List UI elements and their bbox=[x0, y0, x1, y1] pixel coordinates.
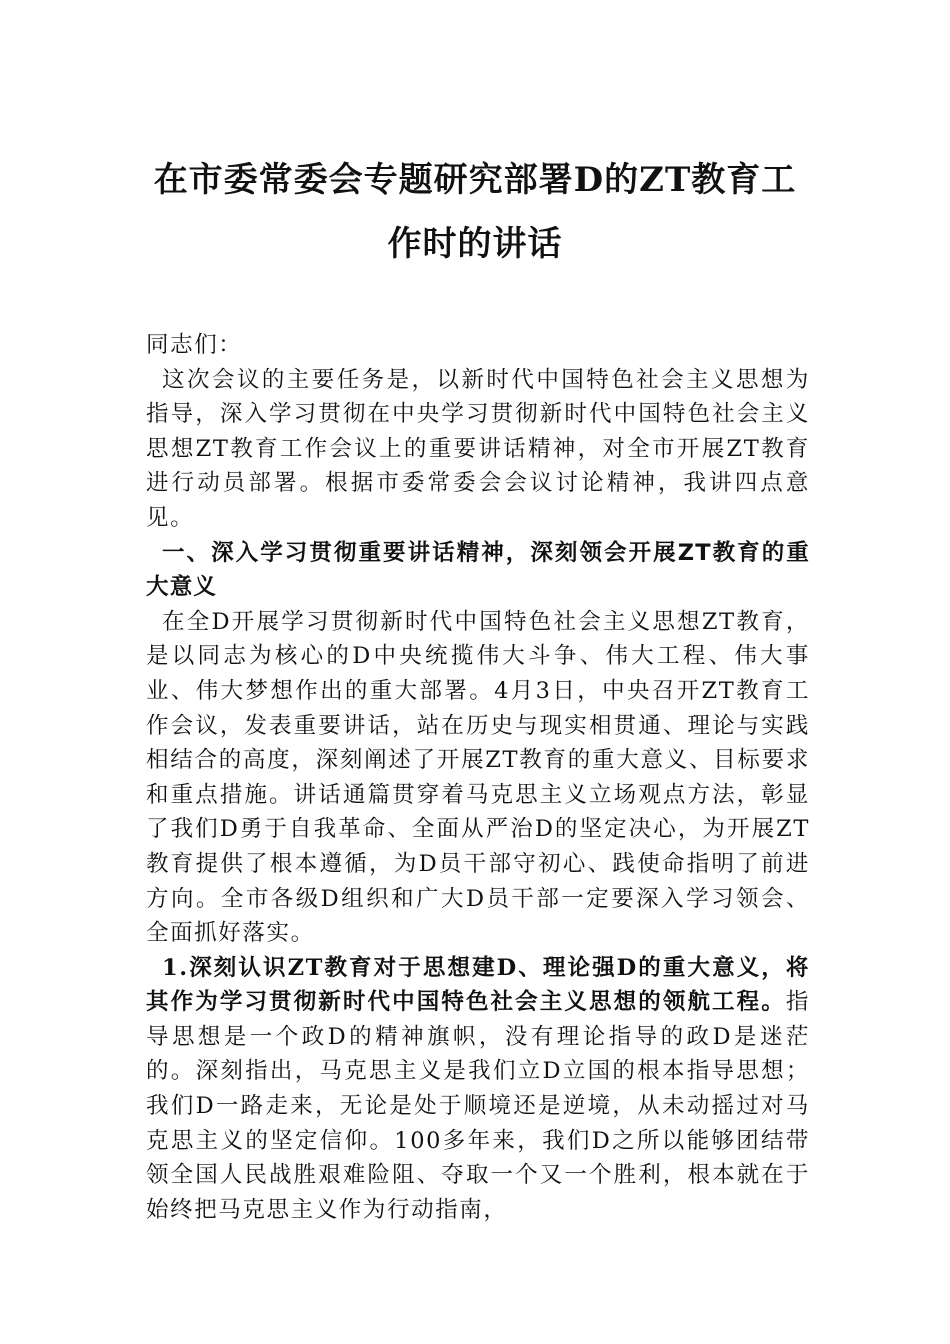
document-title bbox=[120, 148, 830, 276]
point-1-text: 指导思想是一个政D的精神旗帜，没有理论指导的政D是迷茫的。深刻指出，马克思主义是我们立D立国的根本指导思想；我们D一路走来，无论是处于顺境还是逆境，从未动摇过对马克思主义的坚定信仰。100多年来，我们D之所以能够团结带领全国人民战胜艰难险阻、夺取一个又一个胜利，根本就在于始终把马克思主义作为行动指南， bbox=[146, 989, 810, 1223]
point-1-bold-lead: 1.深刻认识ZT教育对于思想建D、理论强D的重大意义，将其作为学习贯彻新时代中国特色社会主义思想的领航工程。 bbox=[146, 954, 810, 1016]
document-body bbox=[146, 328, 810, 1227]
section-heading-1: 一、深入学习贯彻重要讲话精神，深刻领会开展ZT教育的重大意义 bbox=[146, 539, 810, 601]
section-1-paragraph: 在全D开展学习贯彻新时代中国特色社会主义思想ZT教育，是以同志为核心的D中央统揽伟大斗争、伟大工程、伟大事业、伟大梦想作出的重大部署。4月3日，中央召开ZT教育工作会议，发表重要讲话，站在历史与现实相贯通、理论与实践相结合的高度，深刻阐述了开展ZT教育的重大意义、目标要求和重点措施。讲话通篇贯穿着马克思主义立场观点方法，彰显了我们D勇于自我革命、全面从严治D的坚定决心，为开展ZT教育提供了根本遵循，为D员干部守初心、践使命指明了前进方向。全市各级D组织和广大D员干部一定要深入学习领会、全面抓好落实。 bbox=[146, 608, 810, 947]
title-line-1: 在市委常委会专题研究部署D的ZT教育工 bbox=[153, 160, 797, 200]
intro-paragraph: 这次会议的主要任务是，以新时代中国特色社会主义思想为指导，深入学习贯彻在中央学习贯彻新时代中国特色社会主义思想ZT教育工作会议上的重要讲话精神，对全市开展ZT教育进行动员部署。根据市委常委会会议讨论精神，我讲四点意见。 bbox=[146, 366, 810, 531]
salutation: 同志们： bbox=[146, 332, 243, 358]
title-line-2: 作时的讲话 bbox=[387, 224, 563, 264]
point-1-paragraph bbox=[146, 951, 810, 1228]
